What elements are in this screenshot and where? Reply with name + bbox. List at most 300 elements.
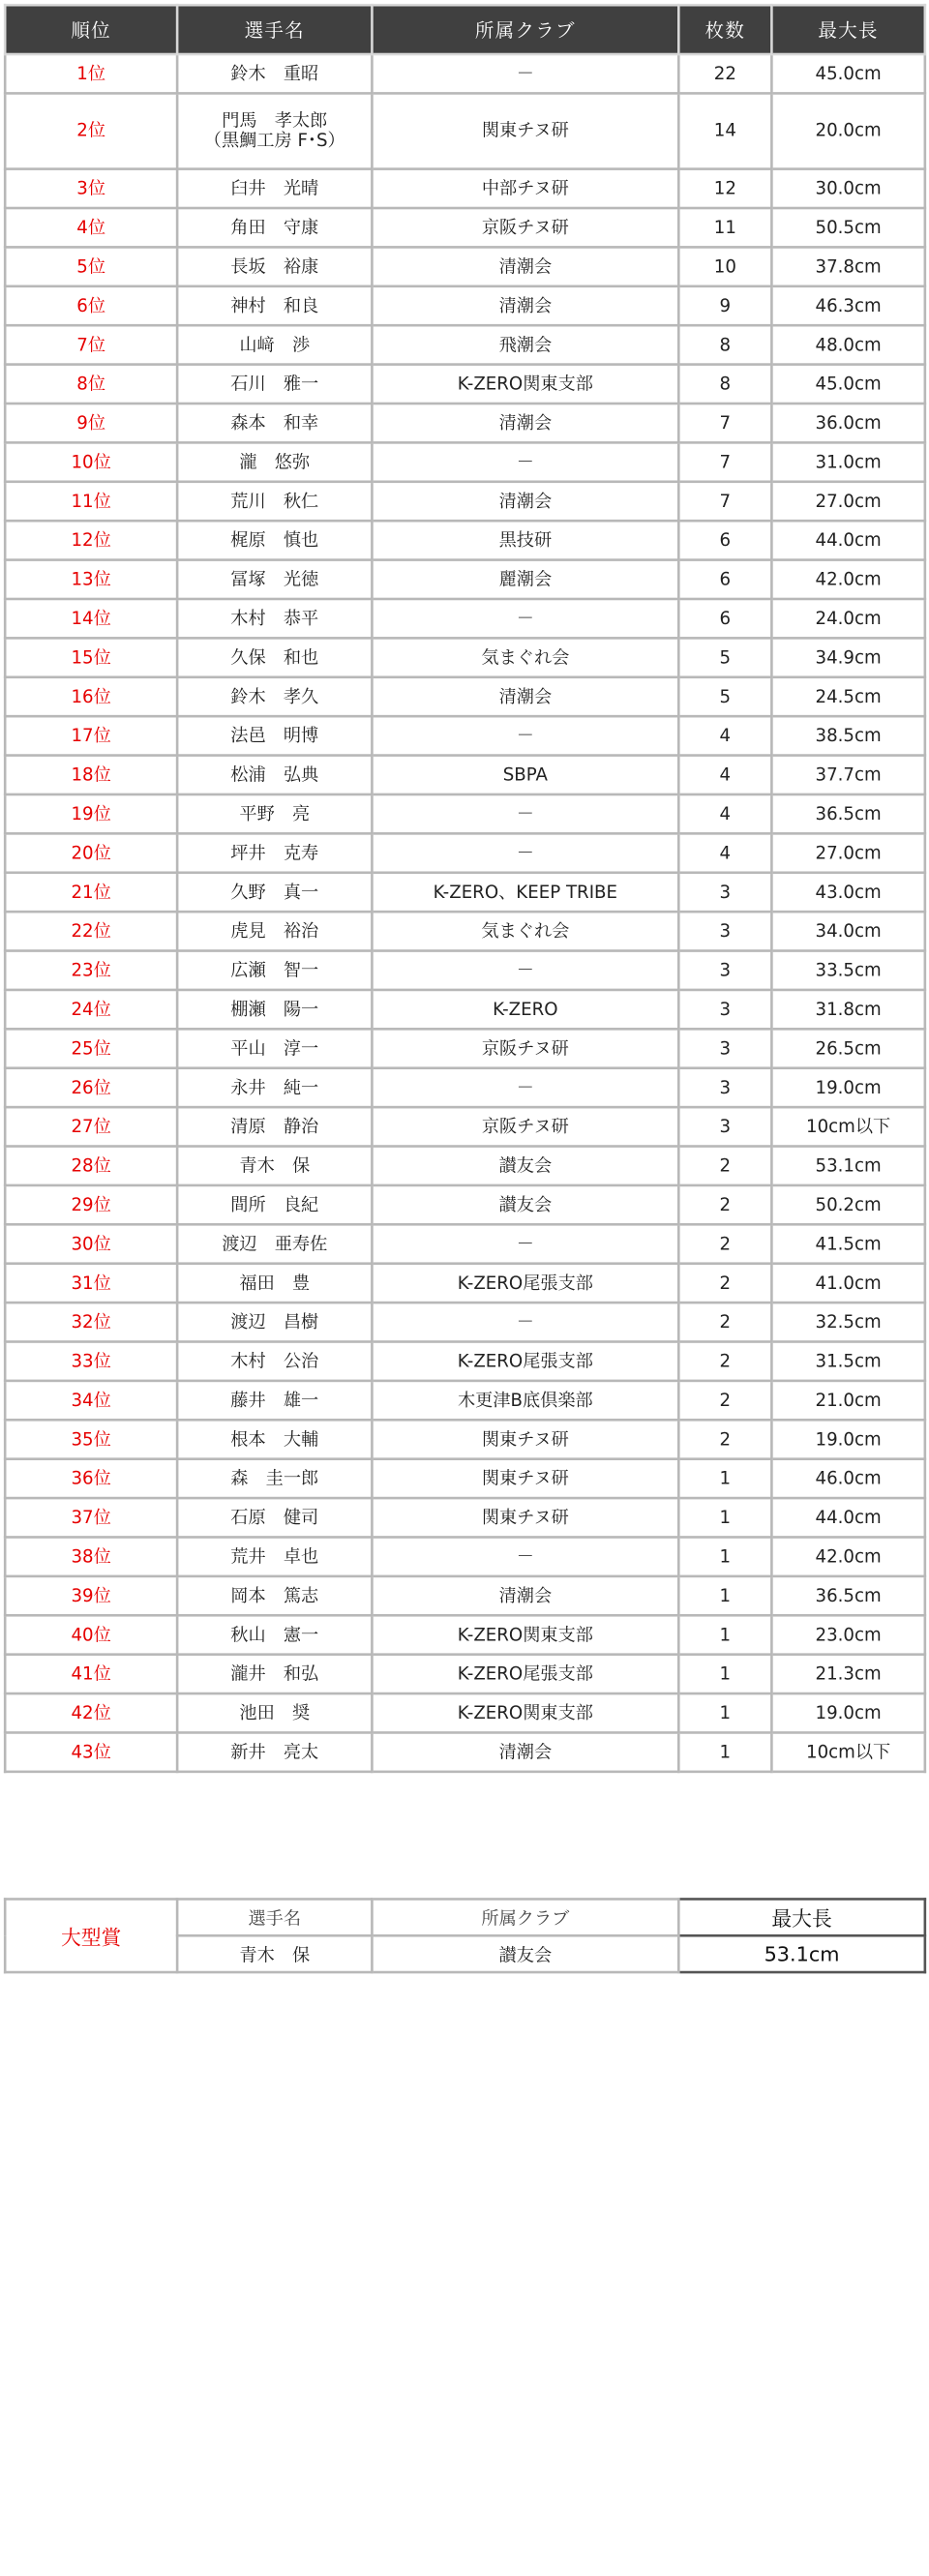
name-cell — [177, 638, 372, 676]
count-cell: 2 — [678, 1264, 771, 1303]
table-row — [5, 404, 925, 442]
table-row — [5, 1420, 925, 1458]
rank-cell: 33位 — [5, 1341, 177, 1380]
name-cell — [177, 54, 372, 93]
rank-cell: 3位 — [5, 169, 177, 208]
player-name: 門馬 孝太郎 — [222, 110, 328, 132]
table-row — [5, 521, 925, 559]
award-name-header: 選手名 — [177, 1899, 372, 1935]
max-length-cell: 44.0cm — [771, 521, 924, 559]
rank-cell: 6位 — [5, 286, 177, 325]
count-cell: 1 — [678, 1576, 771, 1615]
player-name: 渡辺 昌樹 — [230, 1311, 319, 1333]
count-cell: 2 — [678, 1381, 771, 1420]
club-cell: － — [372, 1224, 678, 1263]
max-length-cell: 19.0cm — [771, 1068, 924, 1107]
rank-cell: 20位 — [5, 833, 177, 872]
player-name: 福田 豊 — [239, 1273, 311, 1294]
max-length-cell: 41.0cm — [771, 1264, 924, 1303]
table-row — [5, 951, 925, 990]
table-row — [5, 833, 925, 872]
table-row — [5, 1615, 925, 1654]
table-row — [5, 442, 925, 481]
rank-cell: 38位 — [5, 1537, 177, 1575]
rank-cell: 25位 — [5, 1029, 177, 1067]
club-cell: 清潮会 — [372, 1732, 678, 1771]
rank-cell: 32位 — [5, 1303, 177, 1341]
rank-cell: 9位 — [5, 404, 177, 442]
count-cell: 1 — [678, 1732, 771, 1771]
max-length-cell: 37.7cm — [771, 756, 924, 794]
rank-cell: 16位 — [5, 677, 177, 716]
player-name: 木村 恭平 — [230, 608, 319, 629]
player-name: 森本 和幸 — [230, 412, 319, 434]
count-cell: 11 — [678, 208, 771, 247]
club-cell: 清潮会 — [372, 677, 678, 716]
count-cell: 7 — [678, 404, 771, 442]
club-cell: K-ZERO関東支部 — [372, 1693, 678, 1732]
table-row — [5, 1107, 925, 1146]
club-cell: － — [372, 794, 678, 833]
rank-cell: 37位 — [5, 1498, 177, 1537]
count-cell: 10 — [678, 247, 771, 285]
table-row — [5, 325, 925, 364]
max-length-cell: 24.5cm — [771, 677, 924, 716]
count-cell: 4 — [678, 716, 771, 755]
rank-cell: 42位 — [5, 1693, 177, 1732]
max-length-cell: 26.5cm — [771, 1029, 924, 1067]
rank-cell: 29位 — [5, 1185, 177, 1224]
name-cell — [177, 599, 372, 638]
club-cell: 黒技研 — [372, 521, 678, 559]
club-cell: 清潮会 — [372, 286, 678, 325]
table-row — [5, 365, 925, 404]
player-name: 新井 亮太 — [230, 1742, 319, 1763]
max-length-cell: 48.0cm — [771, 325, 924, 364]
max-length-cell: 23.0cm — [771, 1615, 924, 1654]
max-length-cell: 30.0cm — [771, 169, 924, 208]
player-name: 根本 大輔 — [230, 1429, 319, 1450]
player-name: 石原 健司 — [230, 1507, 319, 1528]
count-cell: 3 — [678, 912, 771, 950]
rank-cell: 24位 — [5, 990, 177, 1029]
max-length-cell: 24.0cm — [771, 599, 924, 638]
count-cell: 2 — [678, 1224, 771, 1263]
player-name: 青木 保 — [239, 1155, 311, 1177]
player-name: 法邑 明博 — [230, 725, 319, 746]
max-length-cell: 42.0cm — [771, 560, 924, 599]
count-cell: 1 — [678, 1615, 771, 1654]
player-name: 角田 守康 — [230, 217, 319, 238]
max-length-cell: 42.0cm — [771, 1537, 924, 1575]
rank-cell: 30位 — [5, 1224, 177, 1263]
table-row — [5, 677, 925, 716]
name-cell — [177, 1693, 372, 1732]
player-name: 山﨑 渉 — [239, 334, 311, 355]
rank-cell: 41位 — [5, 1655, 177, 1693]
club-cell: 飛潮会 — [372, 325, 678, 364]
count-cell: 3 — [678, 1029, 771, 1067]
player-name: 石川 雅一 — [230, 374, 319, 395]
count-cell: 7 — [678, 442, 771, 481]
club-cell: － — [372, 1068, 678, 1107]
rank-cell: 40位 — [5, 1615, 177, 1654]
table-row — [5, 169, 925, 208]
player-name: 梶原 慎也 — [230, 529, 319, 551]
club-cell: 清潮会 — [372, 482, 678, 521]
rank-cell: 14位 — [5, 599, 177, 638]
max-length-cell: 41.5cm — [771, 1224, 924, 1263]
club-cell: 清潮会 — [372, 247, 678, 285]
header-count: 枚数 — [678, 5, 771, 54]
max-length-cell: 31.5cm — [771, 1341, 924, 1380]
rank-cell: 13位 — [5, 560, 177, 599]
table-row — [5, 286, 925, 325]
rank-cell: 5位 — [5, 247, 177, 285]
player-name: 久保 和也 — [230, 647, 319, 668]
player-name: 渡辺 亜寿佐 — [222, 1234, 328, 1254]
table-row — [5, 716, 925, 755]
player-name: 臼井 光晴 — [230, 178, 319, 199]
rank-cell: 18位 — [5, 756, 177, 794]
table-row — [5, 599, 925, 638]
club-cell: 中部チヌ研 — [372, 169, 678, 208]
rank-cell: 27位 — [5, 1107, 177, 1146]
table-row — [5, 1537, 925, 1575]
player-name: 岡本 篤志 — [230, 1585, 319, 1606]
table-row — [5, 54, 925, 93]
max-length-cell: 19.0cm — [771, 1420, 924, 1458]
max-length-cell: 46.3cm — [771, 286, 924, 325]
max-length-cell: 34.0cm — [771, 912, 924, 950]
name-cell — [177, 951, 372, 990]
club-cell: 清潮会 — [372, 1576, 678, 1615]
award-max-header: 最大長 — [678, 1899, 925, 1935]
name-cell — [177, 1147, 372, 1185]
club-cell: K-ZERO — [372, 990, 678, 1029]
count-cell: 3 — [678, 1107, 771, 1146]
count-cell: 3 — [678, 1068, 771, 1107]
count-cell: 9 — [678, 286, 771, 325]
count-cell: 3 — [678, 951, 771, 990]
club-cell: － — [372, 1303, 678, 1341]
max-length-cell: 44.0cm — [771, 1498, 924, 1537]
table-row — [5, 247, 925, 285]
player-name: 瀧井 和弘 — [230, 1663, 319, 1685]
max-length-cell: 31.0cm — [771, 442, 924, 481]
rank-cell: 4位 — [5, 208, 177, 247]
max-length-cell: 50.2cm — [771, 1185, 924, 1224]
count-cell: 22 — [678, 54, 771, 93]
club-cell: K-ZERO関東支部 — [372, 365, 678, 404]
rank-cell: 12位 — [5, 521, 177, 559]
club-cell: － — [372, 833, 678, 872]
table-row — [5, 1381, 925, 1420]
header-club: 所属クラブ — [372, 5, 678, 54]
max-length-cell: 10cm以下 — [771, 1107, 924, 1146]
table-row — [5, 1655, 925, 1693]
club-cell: K-ZERO、KEEP TRIBE — [372, 873, 678, 912]
club-cell: 清潮会 — [372, 404, 678, 442]
rank-cell: 11位 — [5, 482, 177, 521]
max-length-cell: 19.0cm — [771, 1693, 924, 1732]
max-length-cell: 33.5cm — [771, 951, 924, 990]
award-club: 讃友会 — [372, 1935, 678, 1972]
player-name: 永井 純一 — [230, 1077, 319, 1098]
name-cell — [177, 990, 372, 1029]
max-length-cell: 45.0cm — [771, 365, 924, 404]
name-cell — [177, 1224, 372, 1263]
max-length-cell: 21.0cm — [771, 1381, 924, 1420]
rank-cell: 22位 — [5, 912, 177, 950]
name-cell — [177, 1381, 372, 1420]
count-cell: 2 — [678, 1147, 771, 1185]
count-cell: 3 — [678, 990, 771, 1029]
table-row — [5, 1185, 925, 1224]
club-cell: 麗潮会 — [372, 560, 678, 599]
player-name: 荒川 秋仁 — [230, 491, 319, 512]
max-length-cell: 46.0cm — [771, 1459, 924, 1498]
table-row — [5, 873, 925, 912]
award-header-row — [5, 1899, 925, 1935]
max-length-cell: 36.0cm — [771, 404, 924, 442]
table-row — [5, 208, 925, 247]
club-cell: 関東チヌ研 — [372, 1498, 678, 1537]
player-name: 虎見 裕治 — [230, 920, 319, 942]
player-name: 瀧 悠弥 — [239, 452, 311, 473]
club-cell: 京阪チヌ研 — [372, 208, 678, 247]
club-cell: K-ZERO関東支部 — [372, 1615, 678, 1654]
max-length-cell: 36.5cm — [771, 794, 924, 833]
count-cell: 1 — [678, 1693, 771, 1732]
count-cell: 2 — [678, 1303, 771, 1341]
player-name: 鈴木 孝久 — [230, 686, 319, 707]
name-cell — [177, 1303, 372, 1341]
player-team: （黒鯛工房 F･S） — [203, 131, 345, 152]
rank-cell: 2位 — [5, 93, 177, 168]
club-cell: 京阪チヌ研 — [372, 1029, 678, 1067]
name-cell — [177, 442, 372, 481]
count-cell: 8 — [678, 325, 771, 364]
name-cell — [177, 1068, 372, 1107]
count-cell: 1 — [678, 1459, 771, 1498]
table-row — [5, 1459, 925, 1498]
header-max: 最大長 — [771, 5, 924, 54]
count-cell: 5 — [678, 677, 771, 716]
club-cell: 京阪チヌ研 — [372, 1107, 678, 1146]
player-name: 冨塚 光徳 — [230, 569, 319, 590]
name-cell — [177, 93, 372, 168]
club-cell: 関東チヌ研 — [372, 1459, 678, 1498]
club-cell: 関東チヌ研 — [372, 93, 678, 168]
club-cell: － — [372, 951, 678, 990]
count-cell: 6 — [678, 599, 771, 638]
table-row — [5, 1068, 925, 1107]
count-cell: 6 — [678, 521, 771, 559]
name-cell — [177, 677, 372, 716]
count-cell: 2 — [678, 1420, 771, 1458]
player-name: 木村 公治 — [230, 1351, 319, 1372]
club-cell: 気まぐれ会 — [372, 638, 678, 676]
rank-cell: 7位 — [5, 325, 177, 364]
name-cell — [177, 1459, 372, 1498]
count-cell: 2 — [678, 1341, 771, 1380]
max-length-cell: 37.8cm — [771, 247, 924, 285]
name-cell — [177, 1185, 372, 1224]
rank-cell: 31位 — [5, 1264, 177, 1303]
rank-cell: 23位 — [5, 951, 177, 990]
player-name: 久野 真一 — [230, 882, 319, 903]
name-cell — [177, 833, 372, 872]
max-length-cell: 36.5cm — [771, 1576, 924, 1615]
table-row — [5, 1224, 925, 1263]
club-cell: 讃友会 — [372, 1185, 678, 1224]
name-cell — [177, 482, 372, 521]
player-name: 清原 静治 — [230, 1116, 319, 1137]
name-cell — [177, 1107, 372, 1146]
rank-cell: 28位 — [5, 1147, 177, 1185]
count-cell: 3 — [678, 873, 771, 912]
name-cell — [177, 560, 372, 599]
name-cell — [177, 247, 372, 285]
table-row — [5, 93, 925, 168]
name-cell — [177, 1420, 372, 1458]
rank-cell: 43位 — [5, 1732, 177, 1771]
max-length-cell: 34.9cm — [771, 638, 924, 676]
ranking-table — [4, 4, 926, 1773]
club-cell: － — [372, 54, 678, 93]
name-cell — [177, 1732, 372, 1771]
table-row — [5, 638, 925, 676]
name-cell — [177, 912, 372, 950]
table-row — [5, 912, 925, 950]
rank-cell: 36位 — [5, 1459, 177, 1498]
name-cell — [177, 208, 372, 247]
max-length-cell: 43.0cm — [771, 873, 924, 912]
player-name: 坪井 克寿 — [230, 843, 319, 863]
club-cell: K-ZERO尾張支部 — [372, 1264, 678, 1303]
max-length-cell: 53.1cm — [771, 1147, 924, 1185]
club-cell: － — [372, 599, 678, 638]
name-cell — [177, 873, 372, 912]
player-name: 秋山 憲一 — [230, 1625, 319, 1645]
award-club-header: 所属クラブ — [372, 1899, 678, 1935]
max-length-cell: 45.0cm — [771, 54, 924, 93]
max-length-cell: 32.5cm — [771, 1303, 924, 1341]
table-row — [5, 1498, 925, 1537]
count-cell: 4 — [678, 794, 771, 833]
table-row — [5, 1693, 925, 1732]
club-cell: － — [372, 1537, 678, 1575]
name-cell — [177, 756, 372, 794]
rank-cell: 8位 — [5, 365, 177, 404]
name-cell — [177, 325, 372, 364]
player-name: 広瀬 智一 — [230, 960, 319, 981]
table-row — [5, 560, 925, 599]
max-length-cell: 31.8cm — [771, 990, 924, 1029]
count-cell: 8 — [678, 365, 771, 404]
max-length-cell: 50.5cm — [771, 208, 924, 247]
club-cell: － — [372, 716, 678, 755]
name-cell — [177, 1537, 372, 1575]
name-cell — [177, 1615, 372, 1654]
club-cell: － — [372, 442, 678, 481]
count-cell: 6 — [678, 560, 771, 599]
player-name: 神村 和良 — [230, 295, 319, 316]
ranking-header-row — [5, 5, 925, 54]
player-name: 森 圭一郎 — [230, 1468, 319, 1489]
count-cell: 1 — [678, 1537, 771, 1575]
count-cell: 5 — [678, 638, 771, 676]
club-cell: K-ZERO尾張支部 — [372, 1341, 678, 1380]
table-row — [5, 1264, 925, 1303]
table-row — [5, 990, 925, 1029]
name-cell — [177, 1655, 372, 1693]
ranking-body — [5, 54, 925, 1772]
award-max: 53.1cm — [678, 1935, 925, 1972]
table-row — [5, 1341, 925, 1380]
rank-cell: 34位 — [5, 1381, 177, 1420]
player-name: 池田 奨 — [239, 1702, 311, 1723]
table-row — [5, 756, 925, 794]
name-cell — [177, 365, 372, 404]
count-cell: 1 — [678, 1498, 771, 1537]
table-row — [5, 1147, 925, 1185]
max-length-cell: 20.0cm — [771, 93, 924, 168]
player-name: 松浦 弘典 — [230, 764, 319, 786]
club-cell: 関東チヌ研 — [372, 1420, 678, 1458]
award-name: 青木 保 — [177, 1935, 372, 1972]
name-cell — [177, 286, 372, 325]
max-length-cell: 27.0cm — [771, 833, 924, 872]
rank-cell: 35位 — [5, 1420, 177, 1458]
count-cell: 1 — [678, 1655, 771, 1693]
player-name: 荒井 卓也 — [230, 1546, 319, 1568]
max-length-cell: 27.0cm — [771, 482, 924, 521]
name-cell — [177, 716, 372, 755]
count-cell: 12 — [678, 169, 771, 208]
name-cell — [177, 1576, 372, 1615]
name-cell — [177, 794, 372, 833]
player-name: 長坂 裕康 — [230, 256, 319, 278]
rank-cell: 10位 — [5, 442, 177, 481]
name-cell — [177, 1498, 372, 1537]
name-cell — [177, 1029, 372, 1067]
name-cell — [177, 169, 372, 208]
name-cell — [177, 1264, 372, 1303]
club-cell: 讃友会 — [372, 1147, 678, 1185]
club-cell: 木更津B底倶楽部 — [372, 1381, 678, 1420]
club-cell: 気まぐれ会 — [372, 912, 678, 950]
club-cell: K-ZERO尾張支部 — [372, 1655, 678, 1693]
table-row — [5, 482, 925, 521]
count-cell: 14 — [678, 93, 771, 168]
rank-cell: 39位 — [5, 1576, 177, 1615]
count-cell: 2 — [678, 1185, 771, 1224]
club-cell: SBPA — [372, 756, 678, 794]
rank-cell: 19位 — [5, 794, 177, 833]
count-cell: 4 — [678, 756, 771, 794]
rank-cell: 21位 — [5, 873, 177, 912]
table-row — [5, 1576, 925, 1615]
max-length-cell: 38.5cm — [771, 716, 924, 755]
rank-cell: 1位 — [5, 54, 177, 93]
player-name: 藤井 雄一 — [230, 1390, 319, 1411]
max-length-cell: 10cm以下 — [771, 1732, 924, 1771]
player-name: 間所 良紀 — [230, 1194, 319, 1215]
player-name: 平山 淳一 — [230, 1038, 319, 1059]
max-length-cell: 21.3cm — [771, 1655, 924, 1693]
